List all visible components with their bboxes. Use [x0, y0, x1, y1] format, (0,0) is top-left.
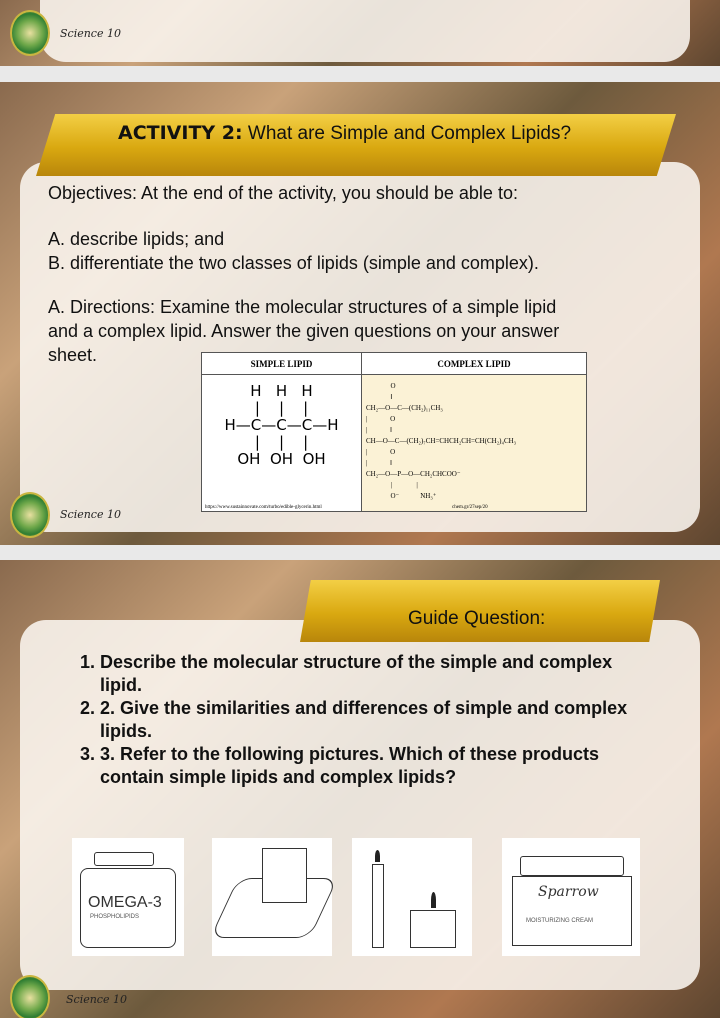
school-logo [10, 492, 50, 538]
activity-title: ACTIVITY 2: What are Simple and Complex Lipids? [118, 122, 572, 144]
simple-source: https://www.sustainnovate.com/turbo/edible-glycerin.html [205, 505, 322, 510]
omega3-jar-picture [72, 838, 184, 956]
guide-questions [100, 651, 640, 789]
butter-picture [212, 838, 332, 956]
complex-lipid-header: COMPLEX LIPID [362, 353, 587, 375]
lipid-structures-table [201, 352, 587, 512]
glycerol-structure: H H H | | | H—C—C—C—H | | | OH OH OH [224, 382, 339, 468]
sparrow-cream-picture [502, 838, 640, 956]
question-3: 3. 3. Refer to the following pictures. Which of these products contain simple lipids and complex lipids? [100, 743, 640, 789]
complex-source: chem.gr/27sep/20 [452, 505, 488, 510]
footer-label: Science 10 [60, 508, 121, 521]
simple-lipid-header: SIMPLE LIPID [202, 353, 362, 375]
objective-a: A. describe lipids; and [48, 229, 225, 249]
sparrow-sublabel: MOISTURIZING CREAM [526, 918, 593, 924]
directions-line-1: A. Directions: Examine the molecular structures of a simple lipid [48, 297, 557, 317]
phospholipid-structure: O ‖ CH₂—O—C—(CH₂)₁₁CH₃ | O | ‖ CH—O—C—(CH₂)₇CH=CHCH₂CH=CH(CH₂)₄CH₃ | O | ‖ CH₂—O—P—O—CH₂CHCOO⁻ | | O⁻ NH₃⁺ [362, 375, 586, 511]
question-2: 2. 2. Give the similarities and differences of simple and complex lipids. [100, 697, 640, 743]
directions-line-2: and a complex lipid. Answer the given questions on your answer [48, 321, 560, 341]
objectives-heading: Objectives: At the end of the activity, you should be able to: [48, 183, 518, 203]
objective-b: B. differentiate the two classes of lipids (simple and complex). [48, 253, 539, 273]
footer-label: Science 10 [66, 993, 127, 1006]
school-logo [10, 975, 50, 1018]
question-1: 1. Describe the molecular structure of the simple and complex lipid. [100, 651, 640, 697]
guide-title: Guide Question: [408, 608, 546, 629]
school-logo [10, 10, 50, 56]
sparrow-label: Sparrow [538, 884, 599, 900]
footer-label: Science 10 [60, 27, 121, 40]
omega3-label: OMEGA-3 [88, 894, 162, 911]
omega3-sublabel: PHOSPHOLIPIDS [90, 914, 140, 920]
directions-line-3: sheet. [48, 345, 98, 365]
slide-1 [0, 0, 720, 66]
candles-picture [352, 838, 472, 956]
